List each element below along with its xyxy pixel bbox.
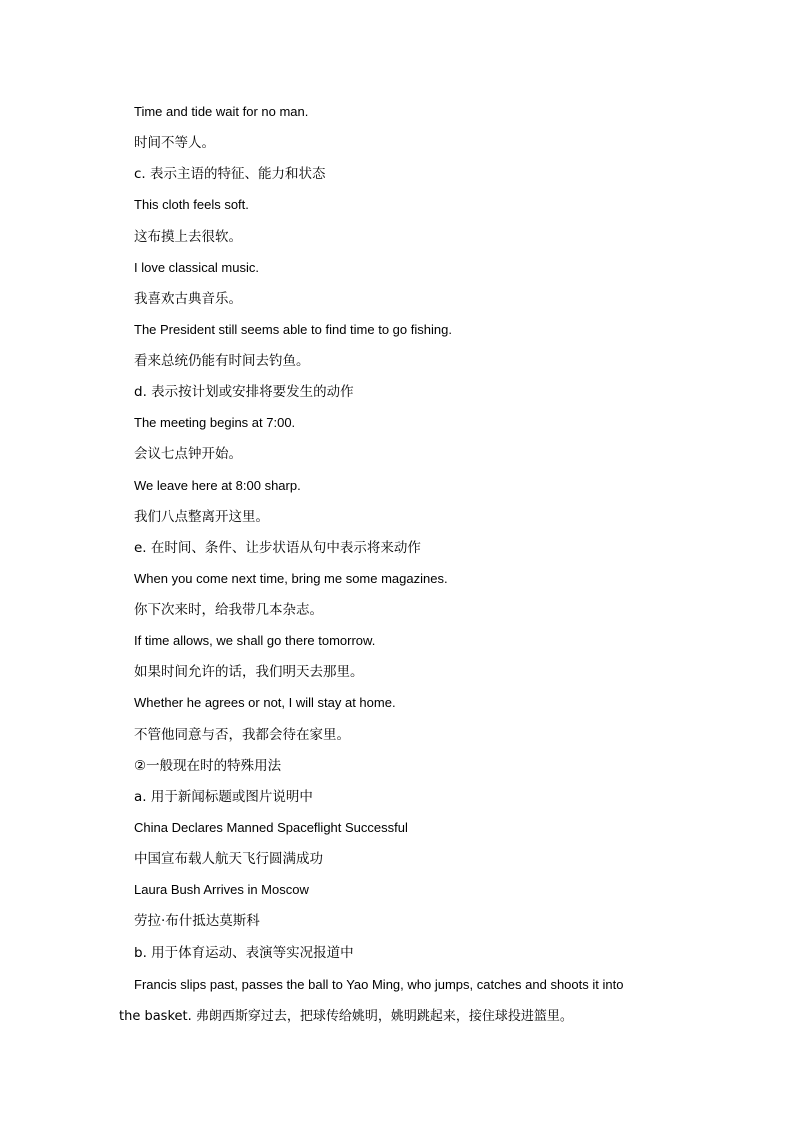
example-translation-zh: 中国宣布载人航天飞行圆满成功 xyxy=(134,851,323,867)
example-translation-zh: 看来总统仍能有时间去钓鱼。 xyxy=(134,353,310,369)
usage-heading-d: d. 表示按计划或安排将要发生的动作 xyxy=(134,384,354,400)
example-sentence-en: I love classical music. xyxy=(134,260,259,275)
example-sentence-en: If time allows, we shall go there tomorrow. xyxy=(134,633,376,648)
example-translation-zh: 不管他同意与否，我都会待在家里。 xyxy=(134,727,350,743)
example-translation-zh: 劳拉·布什抵达莫斯科 xyxy=(134,913,260,929)
example-sentence-en: The meeting begins at 7:00. xyxy=(134,415,296,430)
section-heading-special-usage: ②一般现在时的特殊用法 xyxy=(134,758,282,774)
example-translation-zh: 我们八点整离开这里。 xyxy=(134,509,269,525)
usage-heading-c: c. 表示主语的特征、能力和状态 xyxy=(134,166,326,182)
example-translation-zh: 会议七点钟开始。 xyxy=(134,446,242,462)
example-sentence-en: China Declares Manned Spaceflight Successful xyxy=(134,820,408,835)
example-paragraph-line-2: the basket. 弗朗西斯穿过去，把球传给姚明，姚明跳起来，接住球投进篮里。 xyxy=(119,1009,573,1024)
example-sentence-en: Time and tide wait for no man. xyxy=(134,104,309,119)
example-sentence-en: Laura Bush Arrives in Moscow xyxy=(134,882,309,897)
example-translation-zh: 你下次来时，给我带几本杂志。 xyxy=(134,602,323,618)
usage-heading-a: a. 用于新闻标题或图片说明中 xyxy=(134,789,313,805)
example-sentence-en: Whether he agrees or not, I will stay at home. xyxy=(134,695,396,710)
example-sentence-en: This cloth feels soft. xyxy=(134,197,249,212)
example-translation-zh: 这布摸上去很软。 xyxy=(134,229,242,245)
example-sentence-en: We leave here at 8:00 sharp. xyxy=(134,478,301,493)
example-translation-zh: 时间不等人。 xyxy=(134,135,215,151)
example-translation-zh: 如果时间允许的话，我们明天去那里。 xyxy=(134,664,364,680)
usage-heading-e: e. 在时间、条件、让步状语从句中表示将来动作 xyxy=(134,540,421,556)
example-paragraph-line-1: Francis slips past, passes the ball to Yao Ming, who jumps, catches and shoots it into xyxy=(134,977,624,992)
example-sentence-en: The President still seems able to find time to go fishing. xyxy=(134,322,452,337)
usage-heading-b: b. 用于体育运动、表演等实况报道中 xyxy=(134,945,354,961)
example-sentence-en: When you come next time, bring me some magazines. xyxy=(134,571,448,586)
example-translation-zh: 我喜欢古典音乐。 xyxy=(134,291,242,307)
